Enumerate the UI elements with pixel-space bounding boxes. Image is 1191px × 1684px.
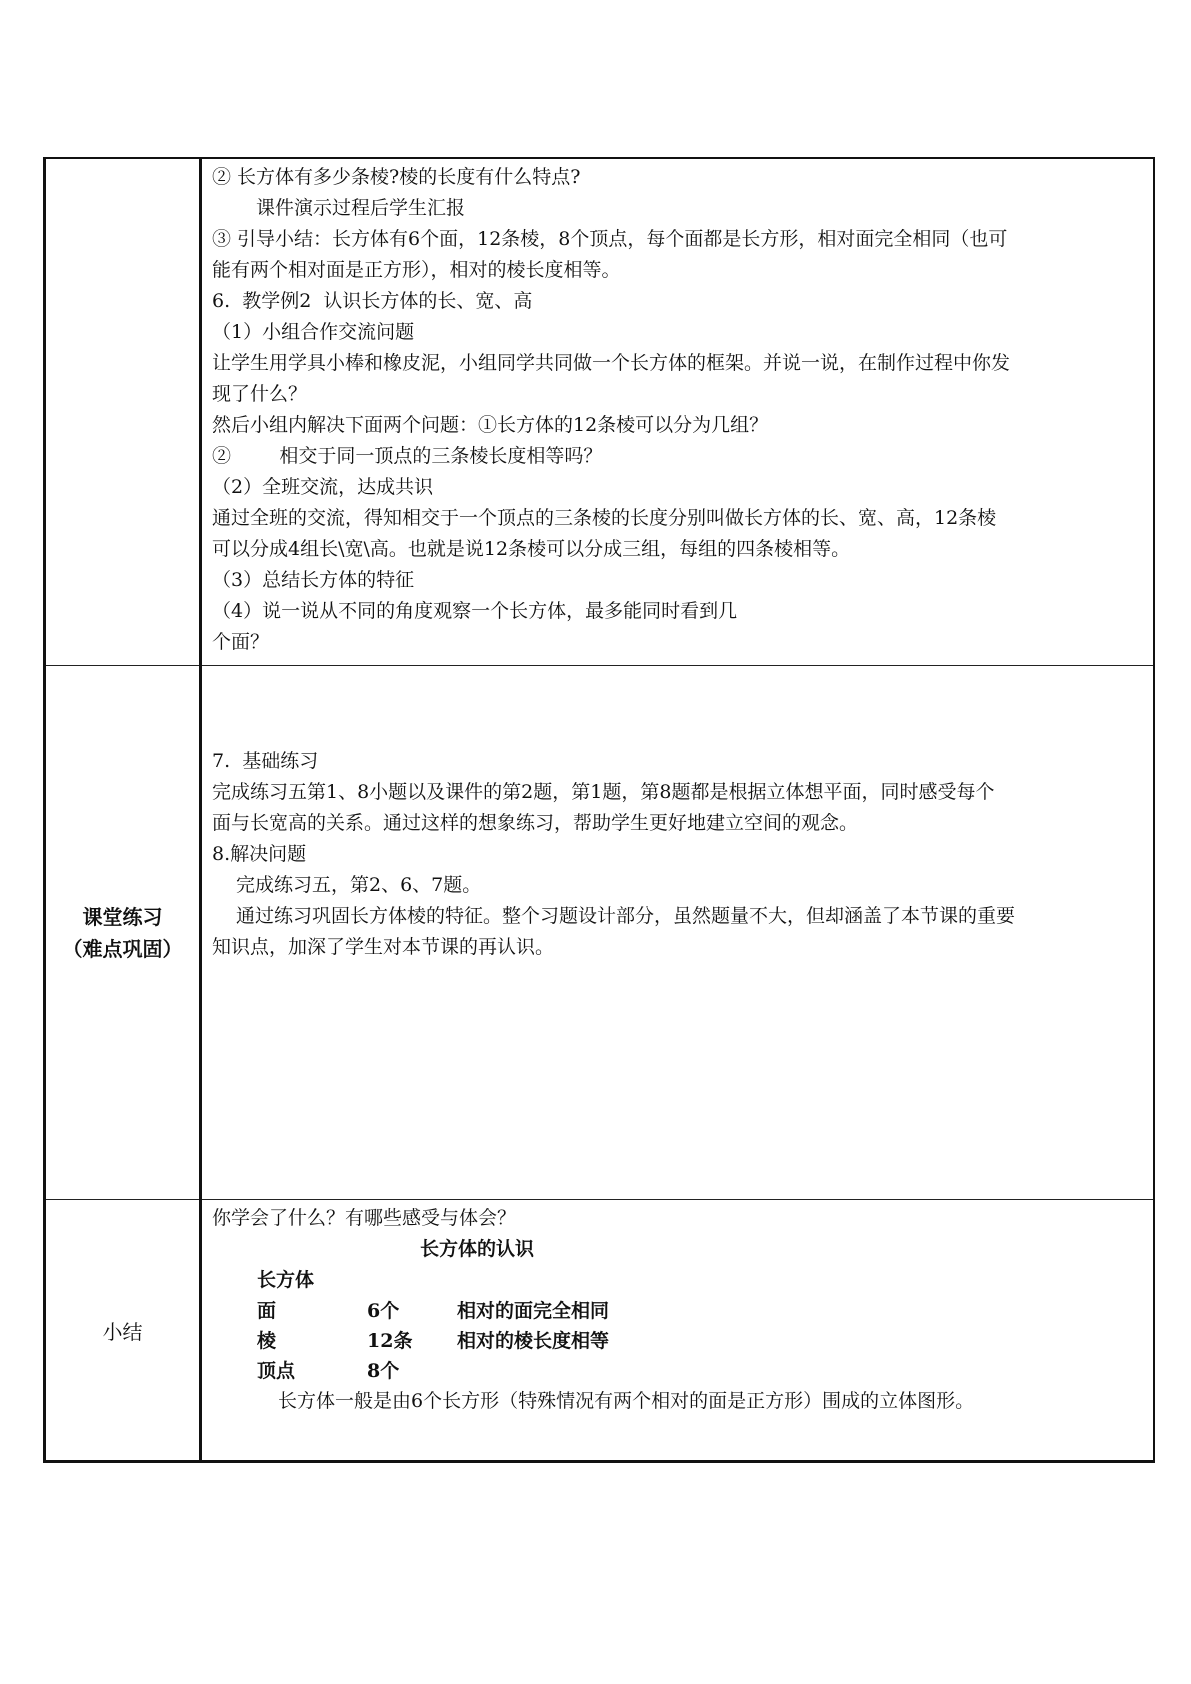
text-line: 8.解决问题: [212, 843, 307, 865]
label-line: （难点巩固）: [62, 936, 183, 961]
text-line: ② 相交于同一顶点的三条棱长度相等吗？: [212, 445, 603, 467]
summary-content: [201, 1200, 1155, 1462]
lesson-plan-table: [43, 157, 1155, 1463]
text-line: 可以分成4组长\宽\高。也就是说12条棱可以分成三组，每组的四条棱相等。: [212, 538, 851, 560]
text-line: （3）总结长方体的特征: [212, 569, 415, 591]
label-text: 小结: [102, 1319, 143, 1344]
text-line: 通过全班的交流，得知相交于一个顶点的三条棱的长度分别叫做长方体的长、宽、高，12条棱: [212, 507, 997, 529]
summary-subject: 长方体: [257, 1269, 315, 1291]
text-line: 让学生用学具小棒和橡皮泥，小组同学共同做一个长方体的框架。并说一说，在制作过程中你发: [212, 352, 1011, 374]
text-line: 6. 教学例2 认识长方体的长、宽、高: [212, 290, 533, 312]
summary-title: 长方体的认识: [420, 1238, 535, 1260]
summary-conclusion: 长方体一般是由6个长方形（特殊情况有两个相对的面是正方形）围成的立体图形。: [278, 1390, 975, 1412]
text-line: 通过练习巩固长方体棱的特征。整个习题设计部分，虽然题量不大，但却涵盖了本节课的重要: [236, 905, 1016, 927]
text-line: 能有两个相对面是正方形），相对的棱长度相等。: [212, 259, 621, 281]
row-label-practice: [45, 666, 201, 1200]
property-name: 顶点: [257, 1360, 296, 1382]
text-line: 面与长宽高的关系。通过这样的想象练习，帮助学生更好地建立空间的观念。: [212, 812, 859, 834]
table-row: [45, 666, 1155, 1200]
property-name: 棱: [257, 1330, 277, 1352]
row-label-empty: [45, 158, 201, 666]
property-note: 相对的面完全相同: [457, 1300, 610, 1322]
text-line: （2）全班交流，达成共识: [212, 476, 434, 498]
text-line: （1）小组合作交流问题: [212, 321, 415, 343]
text-line: 知识点，加深了学生对本节课的再认识。: [212, 936, 555, 958]
property-note: 相对的棱长度相等: [457, 1330, 610, 1352]
property-count: 6个: [367, 1300, 400, 1322]
text-line: 7. 基础练习: [212, 750, 319, 772]
property-name: 面: [257, 1300, 277, 1322]
property-count: 12条: [367, 1330, 413, 1352]
text-line: 课件演示过程后学生汇报: [256, 197, 466, 219]
text-line: 然后小组内解决下面两个问题：①长方体的12条棱可以分为几组？: [212, 414, 769, 436]
summary-properties: [212, 1296, 1145, 1386]
property-note: [457, 1356, 1145, 1386]
teaching-process-content: [201, 158, 1155, 666]
text-line: ③ 引导小结：长方体有6个面，12条棱，8个顶点，每个面都是长方形，相对面完全相同（也可: [212, 228, 1008, 250]
text-line: 完成练习五第1、8小题以及课件的第2题，第1题，第8题都是根据立体想平面，同时感受每个: [212, 781, 995, 803]
table-row: [45, 158, 1155, 666]
text-line: （4）说一说从不同的角度观察一个长方体，最多能同时看到几: [212, 600, 738, 622]
label-line: 课堂练习: [82, 904, 163, 929]
property-count: 8个: [367, 1360, 400, 1382]
text-line: 个面？: [212, 631, 270, 653]
row-label-summary: [45, 1200, 201, 1462]
table-row: [45, 1200, 1155, 1462]
summary-question: 你学会了什么？有哪些感受与体会？: [212, 1207, 517, 1229]
text-line: ② 长方体有多少条棱?棱的长度有什么特点?: [212, 166, 581, 188]
practice-content: [201, 666, 1155, 1200]
text-line: 完成练习五，第2、6、7题。: [236, 874, 482, 896]
text-line: 现了什么？: [212, 383, 308, 405]
